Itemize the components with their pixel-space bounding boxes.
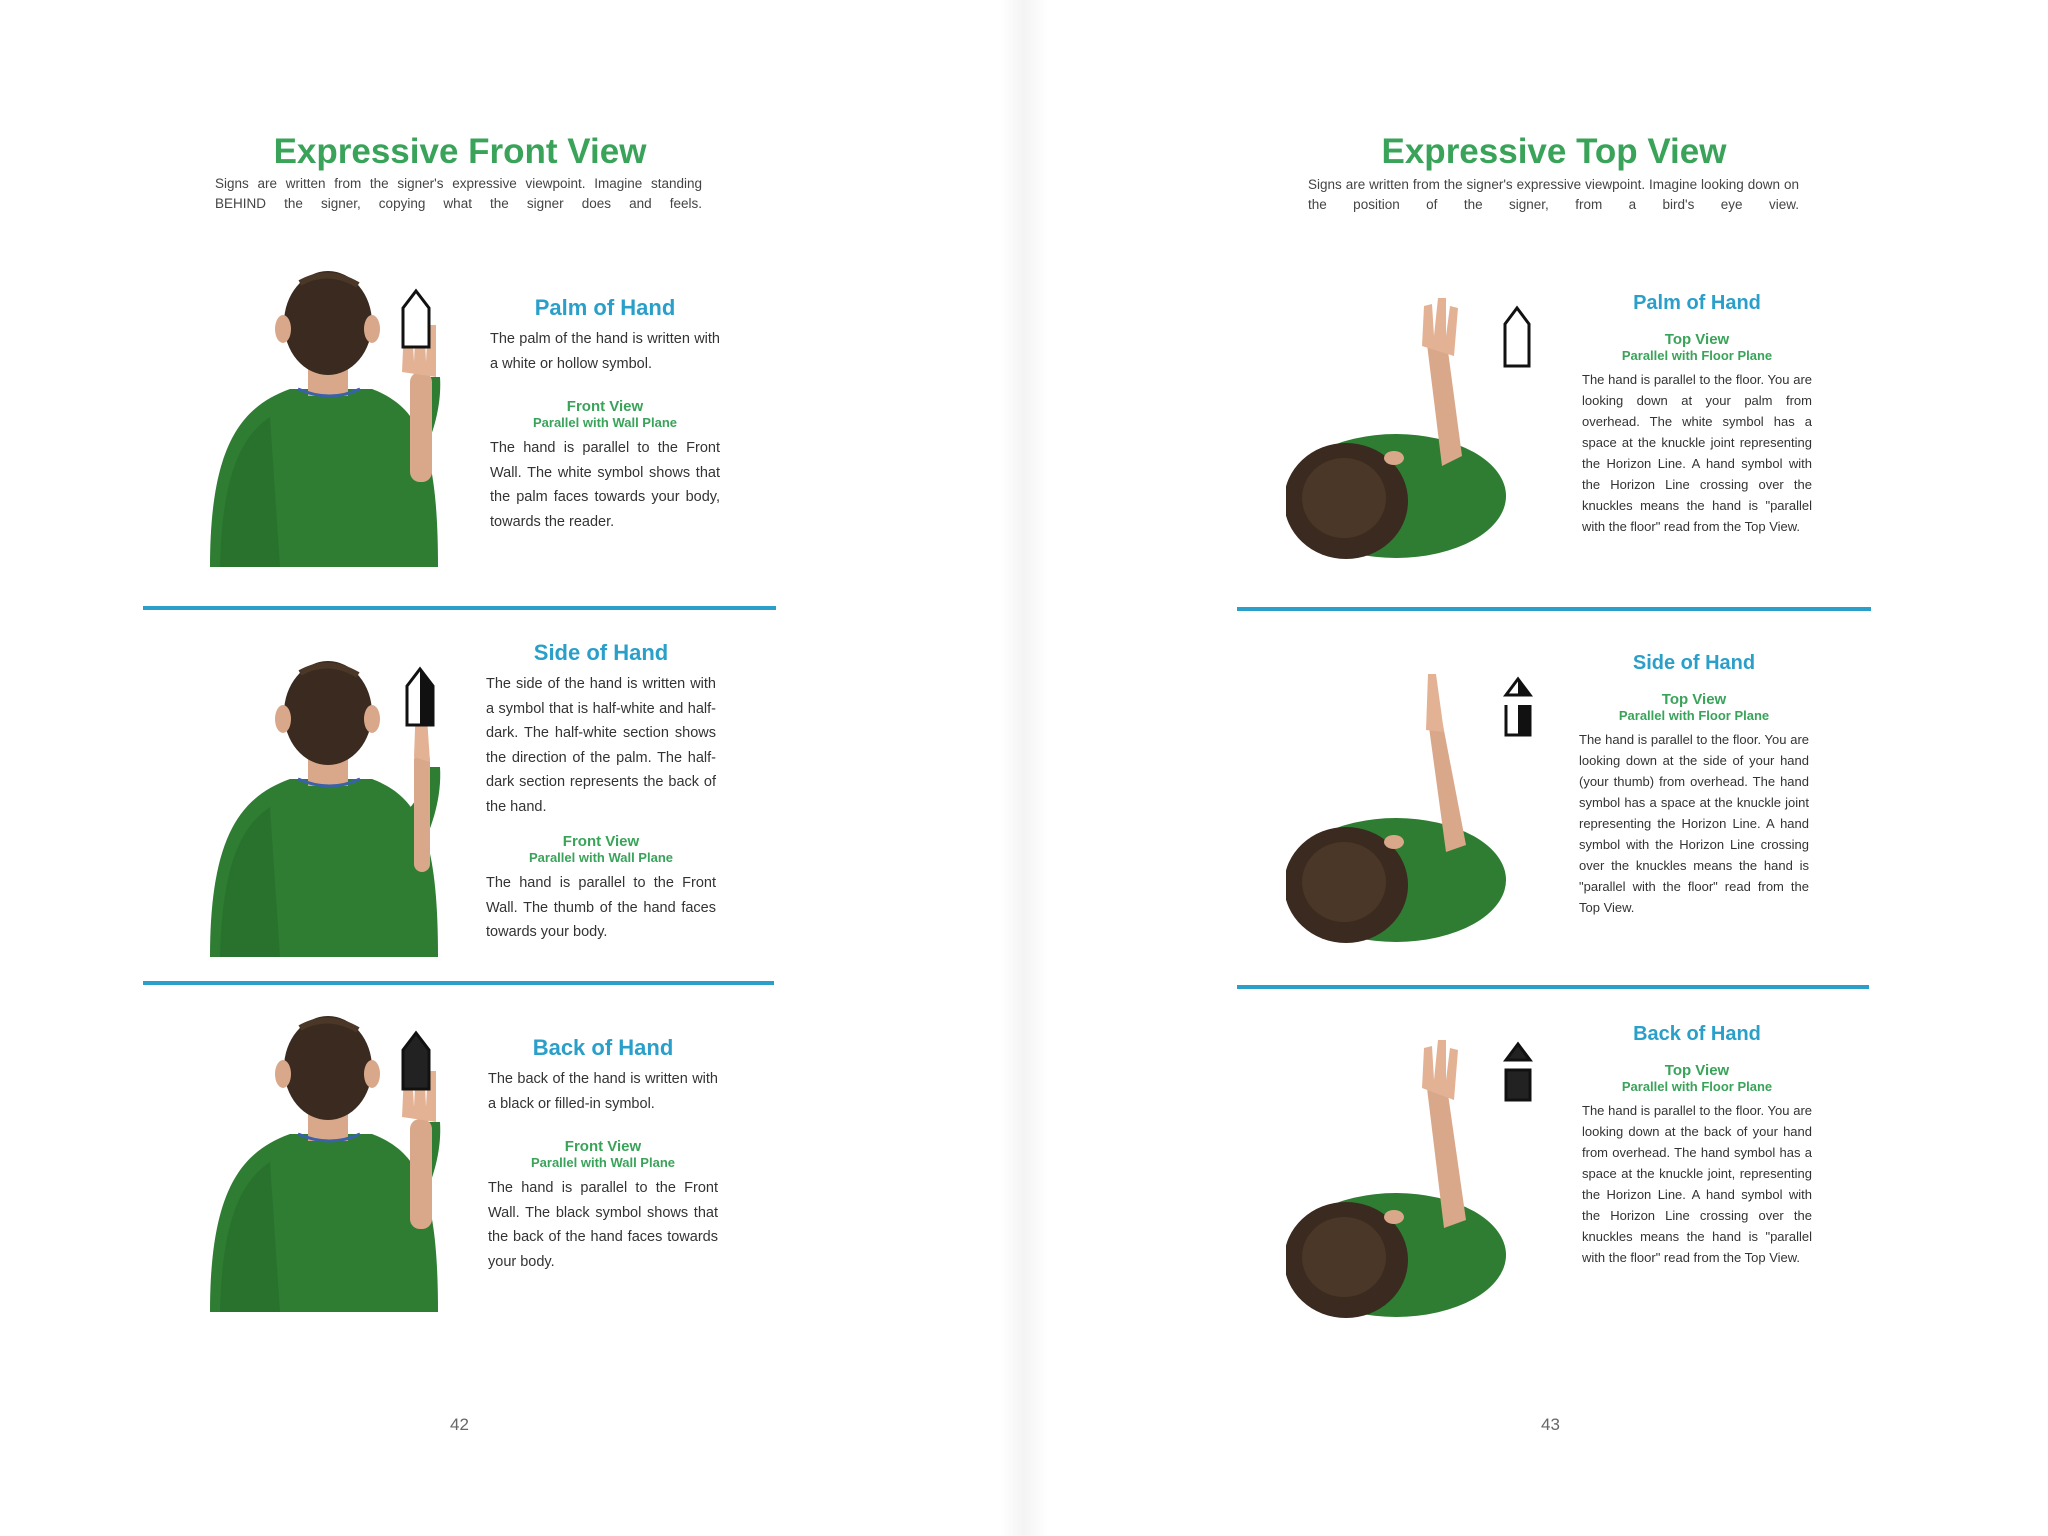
section-divider [143,606,776,610]
section-heading: Side of Hand [533,640,669,665]
filled-hand-symbol [400,1030,432,1092]
section-palm-of-hand [0,255,1024,585]
intro-text: Signs are written from the signer's expressive viewpoint. Imagine looking down on the position of the signer, from a bird's eye view. [1308,177,1799,212]
right-page [1024,0,2048,1536]
page-number: 42 [450,1415,469,1434]
signer-top-photo [1286,1030,1536,1320]
section-back-of-hand [1024,1005,2048,1345]
section-divider [1237,607,1871,611]
section-divider [1237,985,1869,989]
section-body-text: The hand is parallel to the Front Wall. The white symbol shows that the palm faces towards your body, towards the reader. [490,440,720,530]
section-body-text: The hand is parallel to the floor. You are looking down at your palm from overhead. The white symbol has a space at the knuckle joint representing the Horizon Line. A hand symbol with the Horizon Line crossing over the knuckles means the hand is "parallel with the floor" read from the Top View. [1582,372,1812,534]
section-heading: Back of Hand [1633,1023,1761,1045]
page-number: 43 [1541,1415,1560,1434]
view-label: Top View [1664,331,1730,348]
signer-top-photo [1286,296,1536,576]
section-heading: Palm of Hand [1633,292,1761,314]
plane-label: Parallel with Wall Plane [530,1155,675,1170]
plane-label: Parallel with Wall Plane [532,415,677,430]
page-title: Expressive Front View [273,132,647,171]
section-lead-text: The back of the hand is written with a black or filled-in symbol. [488,1071,718,1112]
half-filled-hand-symbol [404,666,436,728]
section-side-of-hand [0,620,1024,980]
view-label: Top View [1664,1062,1730,1079]
section-body-text: The hand is parallel to the floor. You are looking down at the side of your hand (your thumb) from overhead. The hand symbol has a space at the knuckle joint representing the Horizon Line. A hand symbol with the Horizon Line crossing over the knuckles means the hand is "parallel with the floor" read from the Top View. [1579,732,1809,915]
view-label: Front View [566,398,644,415]
section-lead-text: The palm of the hand is written with a white or hollow symbol. [490,331,720,372]
section-palm-of-hand [1024,280,2048,610]
hollow-hand-symbol [1502,305,1532,369]
intro-text: Signs are written from the signer's expressive viewpoint. Imagine standing BEHIND the signer, copying what the signer does and feels. [215,176,702,211]
section-heading: Side of Hand [1632,652,1756,674]
section-body-text: The hand is parallel to the floor. You are looking down at the back of your hand from overhead. The hand symbol has a space at the knuckle joint, representing the Horizon Line. A hand symbol with the Horizon Line crossing over the knuckles means the hand is "parallel with the floor" read from the Top View. [1582,1103,1812,1265]
signer-top-photo [1286,670,1536,960]
section-body-text: The hand is parallel to the Front Wall. The black symbol shows that the back of the hand faces towards your body. [488,1180,718,1270]
section-heading: Palm of Hand [534,295,676,320]
section-body-text: The hand is parallel to the Front Wall. The thumb of the hand faces towards your body. [486,875,716,940]
page-title: Expressive Top View [1381,132,1727,171]
view-label: Front View [562,833,640,850]
section-heading: Back of Hand [532,1035,674,1060]
plane-label: Parallel with Wall Plane [528,850,673,865]
section-divider [143,981,774,985]
view-label: Front View [564,1138,642,1155]
split-half-hand-symbol [1502,675,1534,739]
plane-label: Parallel with Floor Plane [1621,1079,1773,1094]
split-filled-hand-symbol [1502,1040,1534,1104]
view-label: Top View [1661,691,1727,708]
section-lead-text: The side of the hand is written with a symbol that is half-white and half-dark. The half-white section shows the direction of the palm. The half-dark section represents the back of the hand. [486,676,716,815]
section-back-of-hand [0,995,1024,1335]
plane-label: Parallel with Floor Plane [1621,348,1773,363]
plane-label: Parallel with Floor Plane [1618,708,1770,723]
hollow-hand-symbol [400,288,432,350]
section-side-of-hand [1024,640,2048,980]
